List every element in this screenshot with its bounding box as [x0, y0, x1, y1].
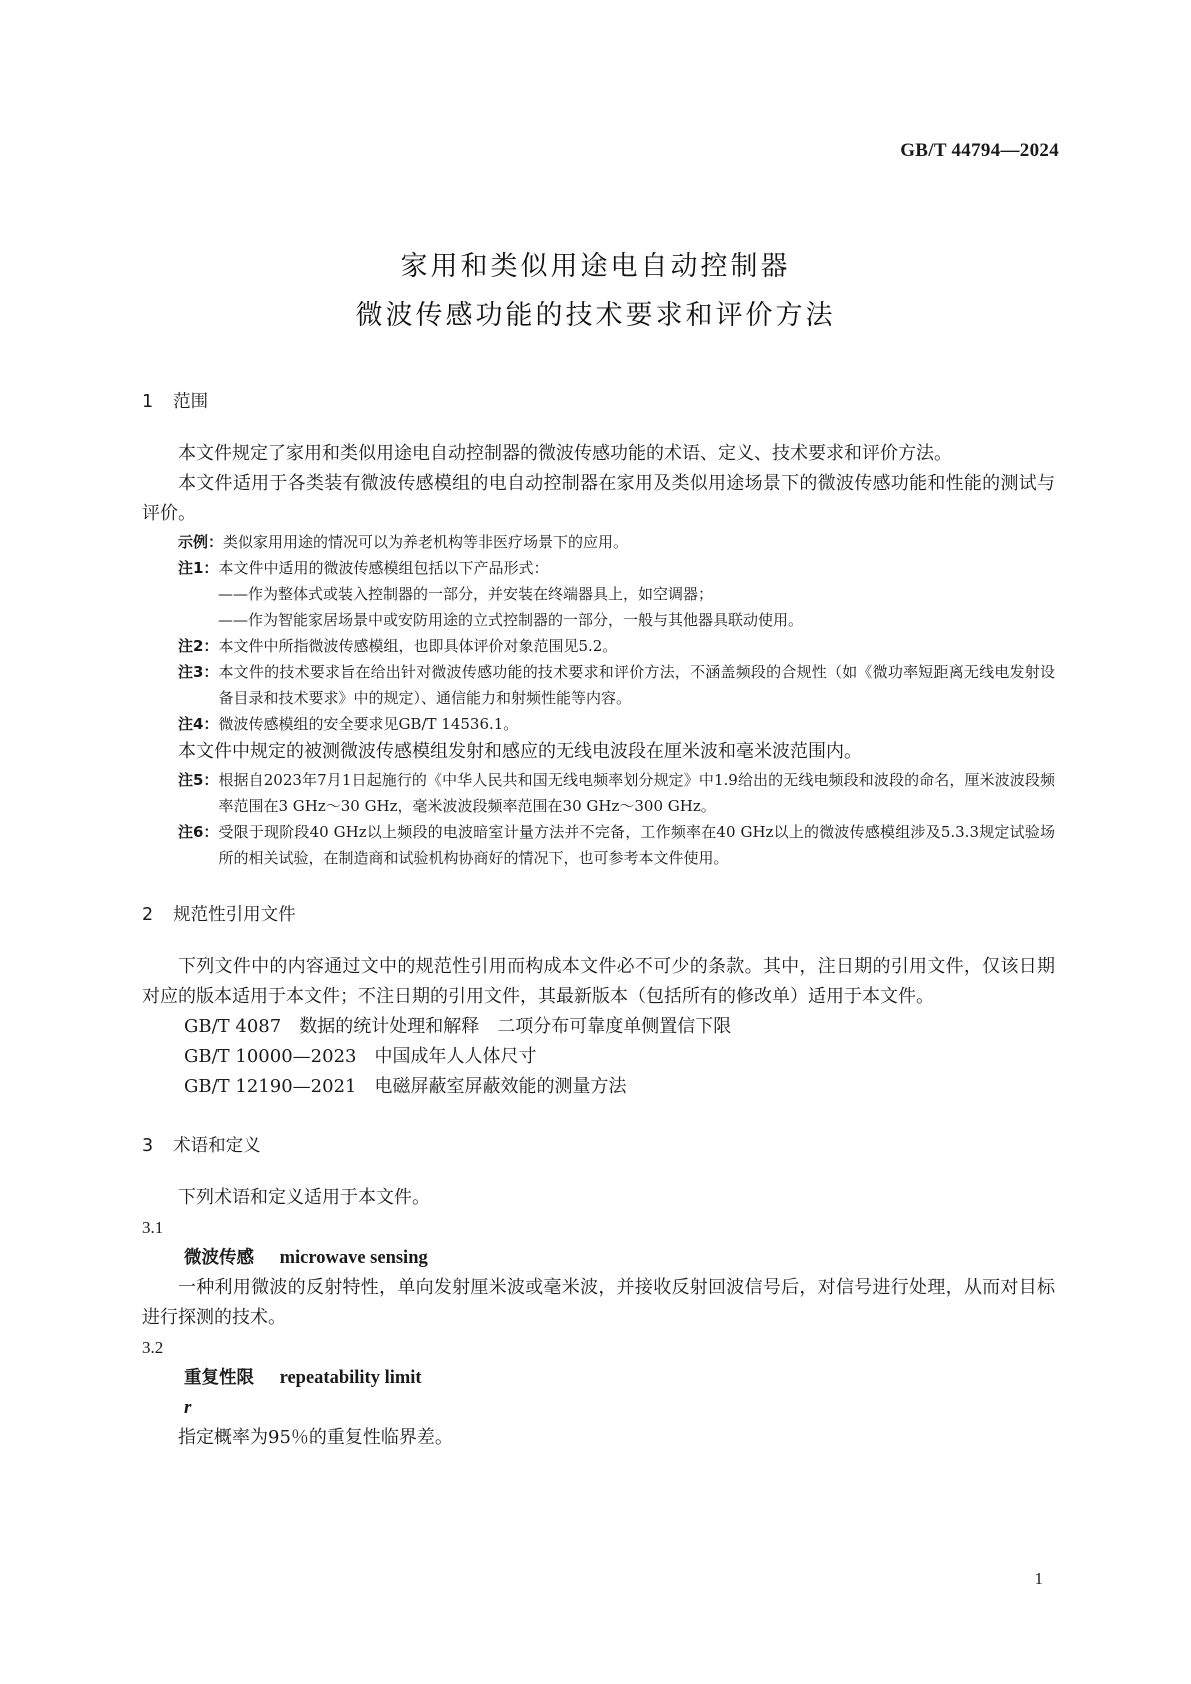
note-1-item-1: ——作为整体式或装入控制器的一部分，并安装在终端器具上，如空调器；	[218, 585, 714, 603]
term-definition: 一种利用微波的反射特性，单向发射厘米波或毫米波，并接收反射回波信号后，对信号进行处理，从而对目标进行探测的技术。	[142, 1277, 1055, 1328]
term-entry	[142, 1363, 1055, 1393]
note-3	[142, 659, 1055, 711]
term-number: 3.1	[142, 1218, 164, 1237]
note-text: 微波传感模组的安全要求见GB/T 14536.1。	[218, 715, 519, 733]
note-text: 本文件的技术要求旨在给出针对微波传感功能的技术要求和评价方法，不涵盖频段的合规性（如《微功率短距离无线电发射设备目录和技术要求》中的规定）、通信能力和射频性能等内容。	[218, 663, 1055, 707]
section-title: 范围	[173, 392, 209, 412]
reference-item: GB/T 12190—2021 电磁屏蔽室屏蔽效能的测量方法	[184, 1076, 627, 1097]
scope-paragraph-3: 本文件中规定的被测微波传感模组发射和感应的无线电波段在厘米波和毫米波范围内。	[178, 741, 862, 762]
standard-code: GB/T 44794—2024	[900, 140, 1059, 161]
note-label: 注6：	[178, 823, 219, 841]
note-1-item-2: ——作为智能家居场景中或安防用途的立式控制器的一部分，一般与其他器具联动使用。	[218, 611, 804, 629]
scope-paragraph-1: 本文件规定了家用和类似用途电自动控制器的微波传感功能的术语、定义、技术要求和评价方法。	[178, 443, 952, 464]
section-3-heading	[142, 1132, 1055, 1160]
term-english: repeatability limit	[279, 1368, 422, 1388]
term-definition: 指定概率为95％的重复性临界差。	[178, 1427, 453, 1448]
scope-paragraph-2: 本文件适用于各类装有微波传感模组的电自动控制器在家用及类似用途场景下的微波传感功能和性能的测试与评价。	[142, 473, 1055, 524]
note-label: 注1：	[178, 559, 219, 577]
note-text: 本文件中适用的微波传感模组包括以下产品形式：	[218, 559, 549, 577]
section-1-heading	[142, 388, 1055, 416]
note-5	[142, 767, 1055, 819]
note-label: 注2：	[178, 637, 219, 655]
term-entry	[142, 1243, 1055, 1273]
note-text: 本文件中所指微波传感模组，也即具体评价对象范围见5.2。	[218, 637, 618, 655]
document-body	[142, 388, 1055, 1453]
section-number: 2	[142, 905, 154, 925]
document-title-line2: 微波传感功能的技术要求和评价方法	[355, 300, 836, 331]
page-number: 1	[1034, 1569, 1043, 1588]
reference-item: GB/T 10000—2023 中国成年人人体尺寸	[184, 1046, 537, 1067]
term-chinese: 微波传感	[184, 1248, 254, 1268]
note-label: 注3：	[178, 663, 219, 681]
note-1	[142, 555, 1055, 581]
note-text: 类似家用用途的情况可以为养老机构等非医疗场景下的应用。	[223, 533, 629, 551]
note-text: 受限于现阶段40 GHz以上频段的电波暗室计量方法并不完备，工作频率在40 GHz以上的微波传感模组涉及5.3.3规定试验场所的相关试验，在制造商和试验机构协商好的情况下，也可参考本文件使用。	[218, 823, 1055, 867]
terms-intro: 下列术语和定义适用于本文件。	[178, 1187, 430, 1208]
section-number: 1	[142, 392, 154, 412]
document-title-line1: 家用和类似用途电自动控制器	[400, 251, 791, 282]
note-4	[142, 711, 1055, 737]
example-note	[142, 529, 1055, 555]
note-6	[142, 819, 1055, 871]
note-text: 根据自2023年7月1日起施行的《中华人民共和国无线电频率划分规定》中1.9给出的无线电频段和波段的命名，厘米波波段频率范围在3 GHz～30 GHz，毫米波波段频率范围在30 GHz～300 GHz。	[218, 771, 1055, 815]
section-title: 规范性引用文件	[173, 905, 296, 925]
note-label: 注5：	[178, 771, 219, 789]
term-english: microwave sensing	[279, 1248, 428, 1268]
reference-item: GB/T 4087 数据的统计处理和解释 二项分布可靠度单侧置信下限	[184, 1016, 732, 1037]
section-title: 术语和定义	[173, 1136, 261, 1156]
section-number: 3	[142, 1136, 154, 1156]
note-label: 示例：	[178, 533, 224, 551]
term-number: 3.2	[142, 1338, 164, 1357]
references-intro: 下列文件中的内容通过文中的规范性引用而构成本文件必不可少的条款。其中，注日期的引用文件，仅该日期对应的版本适用于本文件；不注日期的引用文件，其最新版本（包括所有的修改单）适用于本文件。	[142, 956, 1055, 1007]
term-symbol: r	[184, 1397, 192, 1418]
section-2-heading	[142, 901, 1055, 929]
note-label: 注4：	[178, 715, 219, 733]
note-2	[142, 633, 1055, 659]
term-chinese: 重复性限	[184, 1368, 254, 1388]
